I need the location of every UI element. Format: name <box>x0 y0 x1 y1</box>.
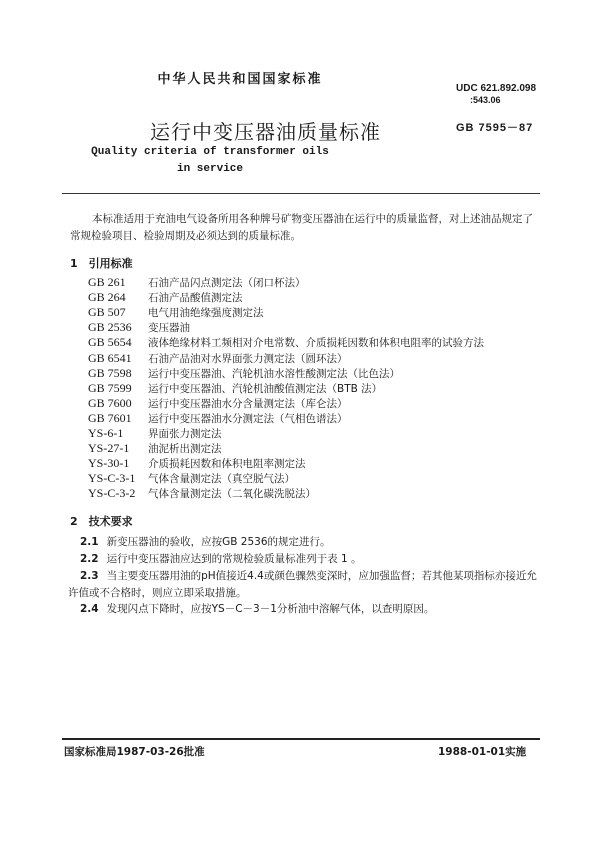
header-divider <box>62 193 540 194</box>
intro-line2: 常规检验项目、检验周期及必须达到的质量标准。 <box>70 230 301 242</box>
item-number: 2.1 <box>80 536 99 548</box>
reference-code: YS-30-1 <box>88 456 130 471</box>
document-title: 运行中变压器油质量标准 <box>150 120 381 144</box>
reference-title: 气体含量测定法（真空脱气法） <box>148 473 295 486</box>
intro-line1: 本标准适用于充油电气设备所用各种牌号矿物变压器油在运行中的质量监督，对上述油品规定了 <box>92 213 533 225</box>
reference-title: 界面张力测定法 <box>148 428 222 440</box>
item-number: 2.2 <box>80 553 99 565</box>
reference-title: 石油产品闪点测定法（闭口杯法） <box>148 277 306 289</box>
reference-code: GB 7601 <box>88 410 132 425</box>
reference-title: 运行中变压器油水分测定法（气相色谱法） <box>148 412 348 425</box>
reference-title: 运行中变压器油、汽轮机油水溶性酸测定法（比色法） <box>148 367 400 380</box>
reference-code: YS-C-3-1 <box>88 471 136 486</box>
reference-item <box>88 275 306 290</box>
reference-code: GB 507 <box>88 305 126 320</box>
reference-code: YS-27-1 <box>88 441 130 456</box>
effective-date: 1988-01-01实施 <box>438 746 527 758</box>
requirement-2-1 <box>80 534 331 549</box>
udc-code-cont: :543.06 <box>470 95 501 105</box>
requirement-2-2 <box>80 551 361 566</box>
reference-code: YS-6-1 <box>88 426 124 440</box>
section1-heading: 1 引用标准 <box>70 257 133 270</box>
reference-title: 变压器油 <box>148 322 190 335</box>
reference-item <box>88 351 348 366</box>
standard-code: GB 7595－87 <box>456 122 534 134</box>
reference-title: 油泥析出测定法 <box>148 443 222 456</box>
english-title-cont: in service <box>176 163 243 175</box>
item-text: 当主要变压器用油的pH值接近4.4或颜色骤然变深时，应加强监督；若其他某项指标亦接近允 <box>106 570 537 582</box>
reference-code: GB 6541 <box>88 350 132 365</box>
national-standard-label: 中华人民共和国国家标准 <box>157 72 323 87</box>
requirement-2-3-cont: 许值或不合格时，则应立即采取措施。 <box>68 587 247 599</box>
reference-item <box>88 381 382 396</box>
footer-divider <box>62 738 540 740</box>
reference-title: 运行中变压器油水分含量测定法（库仑法） <box>148 397 348 410</box>
section2-heading: 2 技术要求 <box>70 515 133 528</box>
reference-item <box>88 471 295 486</box>
reference-code: GB 261 <box>88 275 126 289</box>
reference-code: YS-C-3-2 <box>88 486 136 501</box>
reference-item <box>88 486 316 501</box>
reference-title: 介质损耗因数和体积电阻率测定法 <box>148 458 306 471</box>
reference-code: GB 2536 <box>88 320 132 335</box>
reference-item <box>88 290 243 305</box>
reference-item <box>88 320 190 335</box>
reference-code: GB 7598 <box>88 365 132 380</box>
reference-item <box>88 441 222 456</box>
reference-item <box>88 305 264 320</box>
reference-title: 气体含量测定法（二氧化碳洗脱法） <box>148 488 316 501</box>
udc-code: UDC 621.892.098 <box>456 83 537 94</box>
item-number: 2.3 <box>80 570 99 582</box>
reference-code: GB 5654 <box>88 335 132 350</box>
reference-item <box>88 456 306 471</box>
reference-title: 石油产品酸值测定法 <box>148 292 243 305</box>
item-text: 运行中变压器油应达到的常规检验质量标准列于表 1 。 <box>106 553 362 565</box>
reference-item <box>88 411 348 426</box>
requirement-2-4 <box>80 601 434 616</box>
item-text: 发现闪点下降时，应按YS－C－3－1分析油中溶解气体，以查明原因。 <box>106 603 435 615</box>
reference-item <box>88 335 484 350</box>
reference-item <box>88 366 400 381</box>
reference-title: 电气用油绝缘强度测定法 <box>148 307 264 320</box>
reference-item <box>88 396 348 411</box>
reference-title: 运行中变压器油、汽轮机油酸值测定法（BTB 法） <box>148 382 383 395</box>
item-number: 2.4 <box>80 603 99 615</box>
reference-item <box>88 426 222 441</box>
requirement-2-3 <box>80 568 537 583</box>
reference-title: 液体绝缘材料工频相对介电常数、介质损耗因数和体积电阻率的试验方法 <box>148 337 484 350</box>
english-title: Quality criteria of transformer oils <box>91 146 329 158</box>
reference-code: GB 7600 <box>88 395 132 410</box>
reference-title: 石油产品油对水界面张力测定法（圆环法） <box>148 352 348 365</box>
item-text: 新变压器油的验收，应按GB 2536的规定进行。 <box>106 536 331 548</box>
reference-code: GB 264 <box>88 290 126 305</box>
reference-code: GB 7599 <box>88 380 132 395</box>
approval-date: 国家标准局1987-03-26批准 <box>64 746 205 758</box>
